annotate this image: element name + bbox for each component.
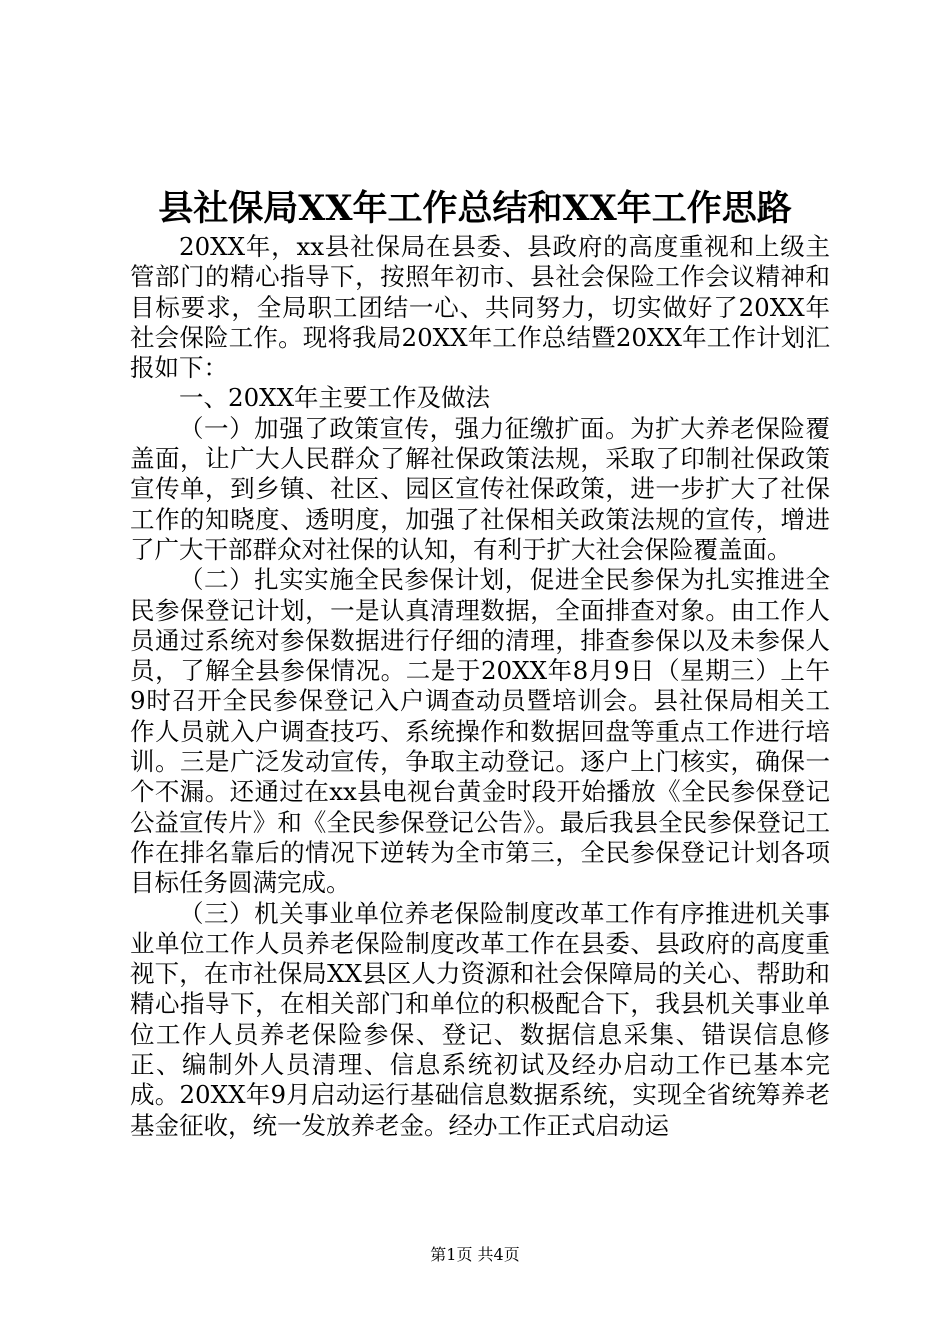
page-number-footer: 第1页 共4页 [430, 1245, 520, 1264]
document-body [130, 232, 830, 1141]
paragraph-intro: 20XX年，xx县社保局在县委、县政府的高度重视和上级主管部门的精心指导下，按照年初市、县社会保险工作会议精神和目标要求，全局职工团结一心、共同努力，切实做好了20XX年社会保险工作。现将我局20XX年工作总结暨20XX年工作计划汇报如下： [130, 232, 830, 383]
paragraph-pension-reform: （三）机关事业单位养老保险制度改革工作有序推进机关事业单位工作人员养老保险制度改革工作在县委、县政府的高度重视下，在市社保局XX县区人力资源和社会保障局的关心、帮助和精心指导下，在相关部门和单位的积极配合下，我县机关事业单位工作人员养老保险参保、登记、数据信息采集、错误信息修正、编制外人员清理、信息系统初试及经办启动工作已基本完成。20XX年9月启动运行基础信息数据系统，实现全省统筹养老基金征收，统一发放养老金。经办工作正式启动运 [130, 898, 830, 1140]
paragraph-universal-insurance: （二）扎实实施全民参保计划，促进全民参保为扎实推进全民参保登记计划，一是认真清理数据，全面排查对象。由工作人员通过系统对参保数据进行仔细的清理，排查参保以及未参保人员，了解全县参保情况。二是于20XX年8月9日（星期三）上午9时召开全民参保登记入户调查动员暨培训会。县社保局相关工作人员就入户调查技巧、系统操作和数据回盘等重点工作进行培训。三是广泛发动宣传，争取主动登记。逐户上门核实，确保一个不漏。还通过在xx县电视台黄金时段开始播放《全民参保登记公益宣传片》和《全民参保登记公告》。最后我县全民参保登记工作在排名靠后的情况下逆转为全市第三，全民参保登记计划各项目标任务圆满完成。 [130, 565, 830, 898]
document-title: 县社保局XX年工作总结和XX年工作思路 [158, 188, 792, 229]
paragraph-policy-publicity: （一）加强了政策宣传，强力征缴扩面。为扩大养老保险覆盖面，让广大人民群众了解社保政策法规，采取了印制社保政策宣传单，到乡镇、社区、园区宣传社保政策，进一步扩大了社保工作的知晓度、透明度，加强了社保相关政策法规的宣传，增进了广大干部群众对社保的认知，有利于扩大社会保险覆盖面。 [130, 413, 830, 564]
section-heading-1: 一、20XX年主要工作及做法 [179, 383, 491, 413]
